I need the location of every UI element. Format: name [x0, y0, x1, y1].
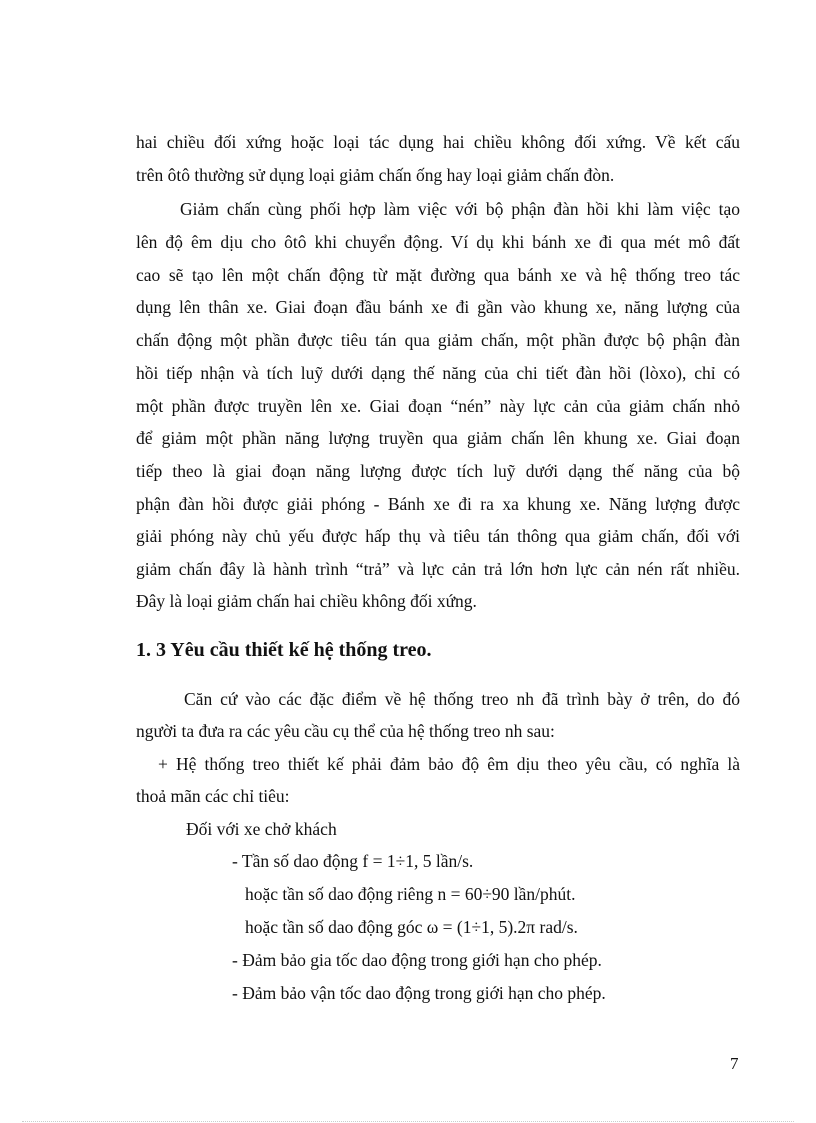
paragraph-2-line-1: Giảm chấn cùng phối hợp làm việc với bộ phận đàn hồi khi làm việc tạo [180, 199, 740, 219]
criteria-item-4: - Đảm bảo gia tốc dao động trong giới hạn cho phép. [232, 950, 602, 970]
paragraph-2-line-8: để giảm một phần năng lượng truyền qua giảm chấn lên khung xe. Giai đoạn [136, 428, 740, 448]
paragraph-2-line-13: Đây là loại giảm chấn hai chiều không đối xứng. [136, 591, 477, 611]
paragraph-1-line-2: trên ôtô thường sử dụng loại giảm chấn ống hay loại giảm chấn đòn. [136, 165, 615, 185]
paragraph-3-line-2: người ta đưa ra các yêu cầu cụ thể của hệ thống treo nh sau: [136, 721, 555, 741]
criteria-item-5: - Đảm bảo vận tốc dao động trong giới hạn cho phép. [232, 983, 606, 1003]
paragraph-1-line-1: hai chiều đối xứng hoặc loại tác dụng hai chiều không đối xứng. Về kết cấu [136, 132, 740, 152]
paragraph-2-line-2: lên độ êm dịu cho ôtô khi chuyển động. Ví dụ khi bánh xe đi qua mét mô đất [136, 232, 740, 252]
requirement-1-line-2: thoả mãn các chỉ tiêu: [136, 786, 290, 806]
page-number: 7 [730, 1054, 739, 1073]
paragraph-2-line-11: giải phóng này chủ yếu được hấp thụ và tiêu tán thông qua giảm chấn, đối với [136, 526, 740, 546]
paragraph-2-line-12: giảm chấn đây là hành trình “trả” và lực cản trả lớn hơn lực cản nén rất nhiều. [136, 559, 740, 579]
paragraph-3-line-1: Căn cứ vào các đặc điểm về hệ thống treo nh đã trình bày ở trên, do đó [184, 689, 740, 709]
section-heading: 1. 3 Yêu cầu thiết kế hệ thống treo. [136, 639, 432, 661]
paragraph-2-line-9: tiếp theo là giai đoạn năng lượng được tích luỹ dưới dạng thế năng của bộ [136, 461, 740, 481]
passenger-vehicle-label: Đối với xe chở khách [186, 819, 337, 839]
requirement-1-line-1: + Hệ thống treo thiết kế phải đảm bảo độ êm dịu theo yêu cầu, có nghĩa là [158, 754, 740, 774]
criteria-item-1: - Tần số dao động f = 1÷1, 5 lần/s. [232, 851, 474, 871]
paragraph-2-line-6: hồi tiếp nhận và tích luỹ dưới dạng thế năng của chi tiết đàn hồi (lòxo), chỉ có [136, 363, 740, 383]
paragraph-2-line-5: chấn động một phần được tiêu tán qua giảm chấn, một phần được bộ phận đàn [136, 330, 740, 350]
paragraph-2-line-7: một phần được truyền lên xe. Giai đoạn “nén” này lực cản của giảm chấn nhỏ [136, 396, 740, 416]
footer-divider [22, 1121, 794, 1122]
criteria-item-2: hoặc tần số dao động riêng n = 60÷90 lần/phút. [245, 884, 576, 904]
paragraph-2-line-3: cao sẽ tạo lên một chấn động từ mặt đường qua bánh xe và hệ thống treo tác [136, 265, 740, 285]
paragraph-2-line-10: phận đàn hồi được giải phóng - Bánh xe đi ra xa khung xe. Năng lượng được [136, 494, 740, 514]
criteria-item-3: hoặc tần số dao động góc ω = (1÷1, 5).2π rad/s. [245, 917, 578, 937]
paragraph-2-line-4: dụng lên thân xe. Giai đoạn đầu bánh xe đi gần vào khung xe, năng lượng của [136, 297, 740, 317]
